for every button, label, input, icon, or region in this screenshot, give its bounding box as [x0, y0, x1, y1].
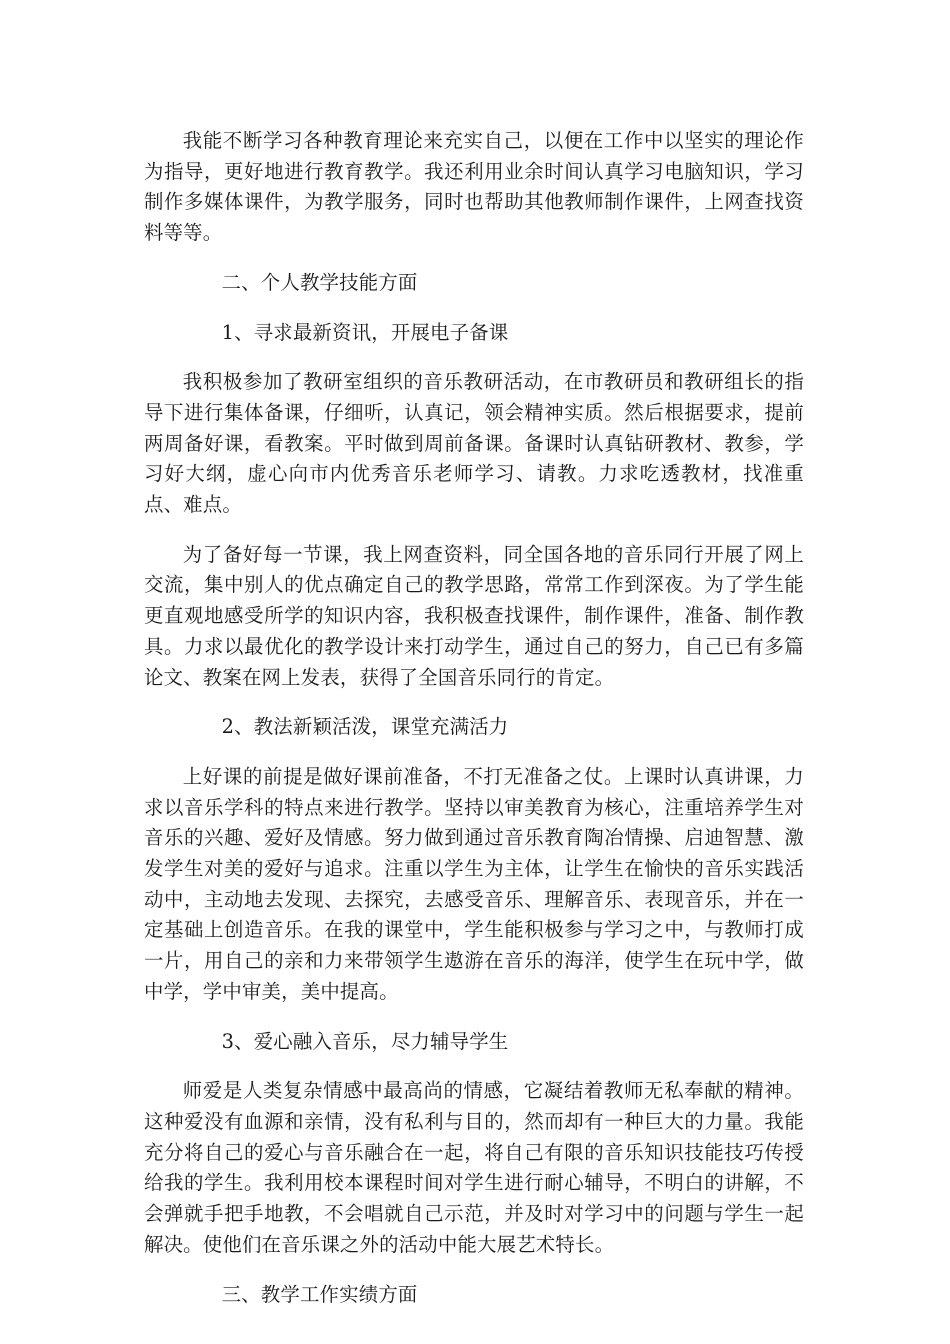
document-page	[144, 126, 804, 1329]
paragraph-collective-lesson-prep: 我积极参加了教研室组织的音乐教研活动，在市教研员和教研组长的指导下进行集体备课，仔细听，认真记，领会精神实质。然后根据要求，提前两周备好课，看教案。平时做到周前备课。备课时认真钻研教材、教参，学习好大纲，虚心向市内优秀音乐老师学习、请教。力求吃透教材，找准重点、难点。	[144, 370, 804, 517]
subheading-electronic-lesson-prep: 1、寻求最新资讯，开展电子备课	[221, 320, 509, 344]
subheading-lively-teaching: 2、教法新颖活泼，课堂充满活力	[221, 715, 509, 739]
paragraph-teacher-love: 师爱是人类复杂情感中最高尚的情感，它凝结着教师无私奉献的精神。这种爱没有血源和亲情，没有私利与目的，然而却有一种巨大的力量。我能充分将自己的爱心与音乐融合在一起，将自己有限的音乐知识技能技巧传授给我的学生。我利用校本课程时间对学生进行耐心辅导，不明白的讲解，不会弹就手把手地教，不会唱就自己示范，并及时对学习中的问题与学生一起解决。使他们在音乐课之外的活动中能大展艺术特长。	[144, 1079, 804, 1256]
subheading-love-in-music: 3、爱心融入音乐，尽力辅导学生	[221, 1029, 509, 1053]
paragraph-online-exchange: 为了备好每一节课，我上网查资料，同全国各地的音乐同行开展了网上交流，集中别人的优点确定自己的教学思路，常常工作到深夜。为了学生能更直观地感受所学的知识内容，我积极查找课件，制作课件，准备、制作教具。力求以最优化的教学设计来打动学生，通过自己的努力，自己已有多篇论文、教案在网上发表，获得了全国音乐同行的肯定。	[144, 542, 804, 689]
section-heading-teaching-skills: 二、个人教学技能方面	[221, 270, 418, 294]
paragraph-theory-study: 我能不断学习各种教育理论来充实自己，以便在工作中以坚实的理论作为指导，更好地进行教育教学。我还利用业余时间认真学习电脑知识，学习制作多媒体课件，为教学服务，同时也帮助其他教师制作课件，上网查找资料等等。	[144, 129, 804, 245]
paragraph-classroom-teaching: 上好课的前提是做好课前准备，不打无准备之仗。上课时认真讲课，力求以音乐学科的特点来进行教学。坚持以审美教育为核心，注重培养学生对音乐的兴趣、爱好及情感。努力做到通过音乐教育陶冶情操、启迪智慧、激发学生对美的爱好与追求。注重以学生为主体，让学生在愉快的音乐实践活动中，主动地去发现、去探究，去感受音乐、理解音乐、表现音乐，并在一定基础上创造音乐。在我的课堂中，学生能积极参与学习之中，与教师打成一片，用自己的亲和力来带领学生遨游在音乐的海洋，使学生在玩中学，做中学，学中审美，美中提高。	[144, 764, 804, 1003]
section-heading-teaching-results: 三、教学工作实绩方面	[221, 1282, 418, 1306]
